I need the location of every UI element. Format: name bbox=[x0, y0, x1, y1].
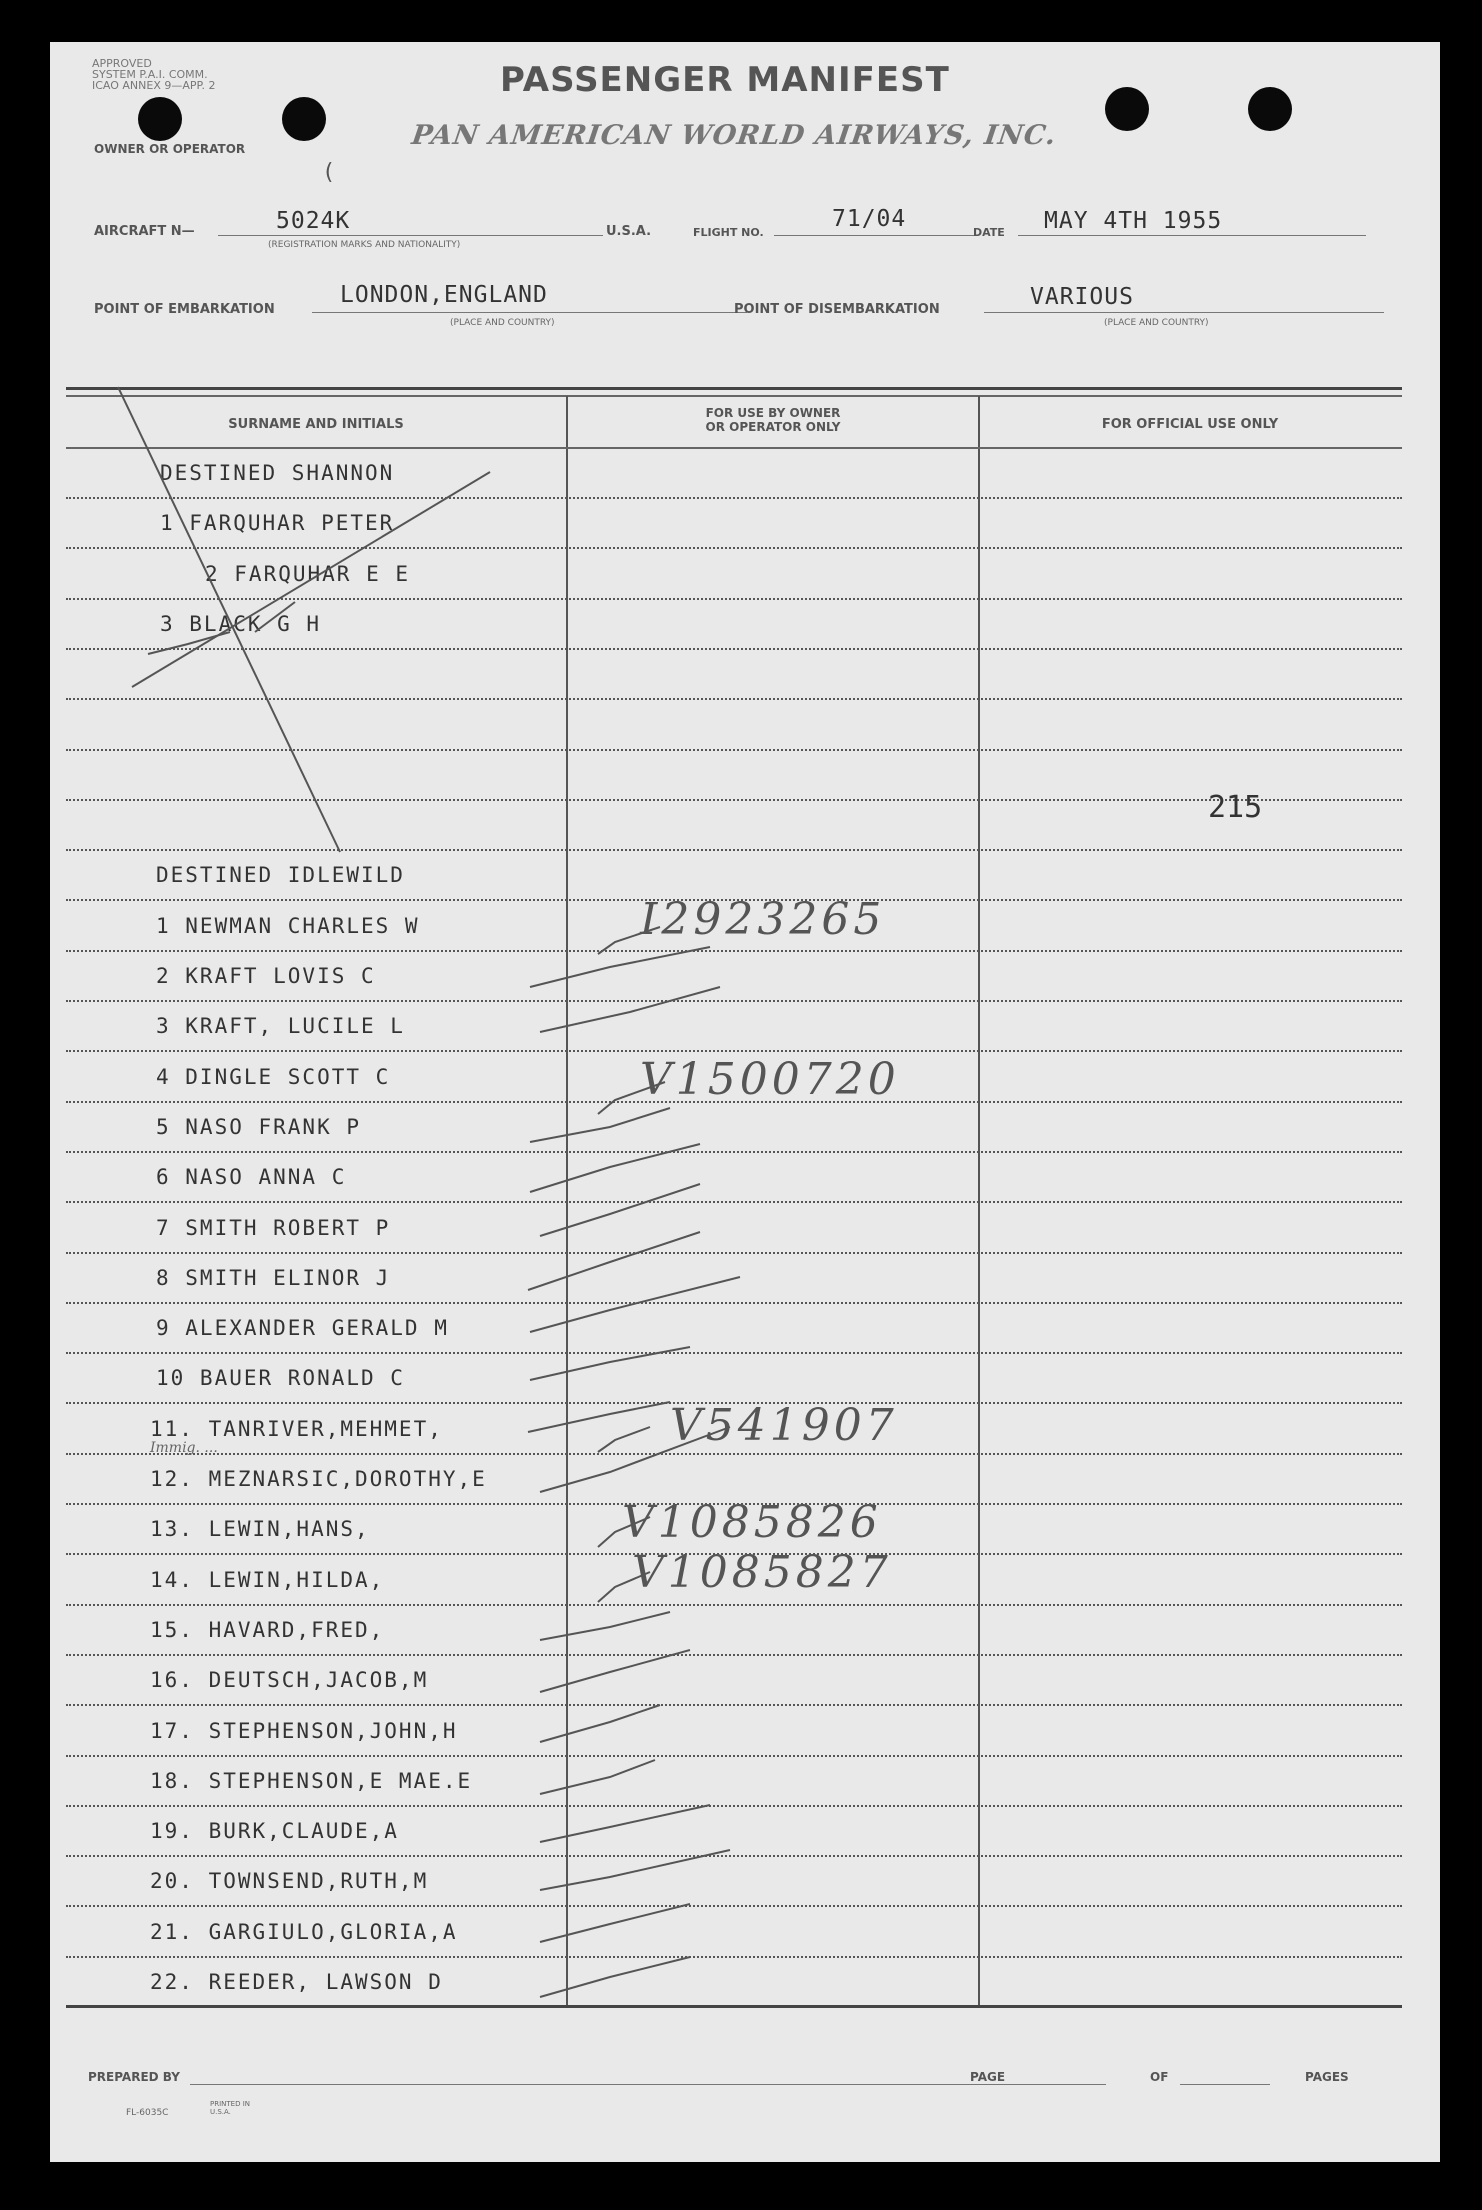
passenger-entry: DESTINED SHANNON bbox=[160, 461, 395, 485]
passenger-entry: 19. BURK,CLAUDE,A bbox=[150, 1819, 399, 1843]
passenger-entry: 5 NASO FRANK P bbox=[156, 1115, 362, 1139]
visa-number-lewin-hilda: V1085827 bbox=[632, 1547, 892, 1598]
disembarkation-value: VARIOUS bbox=[1030, 284, 1134, 310]
aircraft-label: AIRCRAFT N— bbox=[94, 224, 195, 239]
visa-number-tanriver: V541907 bbox=[670, 1400, 898, 1451]
registration-note: (REGISTRATION MARKS AND NATIONALITY) bbox=[268, 240, 461, 250]
company-name: PAN AMERICAN WORLD AIRWAYS, INC. bbox=[409, 120, 1059, 151]
owner-mark: ( bbox=[322, 160, 336, 185]
passenger-entry: 7 SMITH ROBERT P bbox=[156, 1216, 391, 1240]
page-label: PAGE bbox=[970, 2070, 1006, 2084]
prepared-by-label: PREPARED BY bbox=[88, 2070, 180, 2084]
date-label: DATE bbox=[973, 226, 1005, 239]
passenger-entry: 16. DEUTSCH,JACOB,M bbox=[150, 1668, 429, 1692]
visa-number-dingle: V1500720 bbox=[640, 1054, 900, 1105]
place-note-disembark: (PLACE AND COUNTRY) bbox=[1104, 318, 1209, 328]
flight-value: 71/04 bbox=[832, 206, 907, 232]
passenger-entry: 1 NEWMAN CHARLES W bbox=[156, 914, 420, 938]
owner-label: OWNER OR OPERATOR bbox=[94, 142, 246, 156]
passenger-entry: 17. STEPHENSON,JOHN,H bbox=[150, 1719, 458, 1743]
passenger-entry: 18. STEPHENSON,E MAE.E bbox=[150, 1769, 473, 1793]
flight-label: FLIGHT NO. bbox=[693, 226, 764, 239]
visa-number-newman: I2923265 bbox=[640, 894, 886, 945]
passenger-entry: 4 DINGLE SCOTT C bbox=[156, 1065, 391, 1089]
manifest-sheet bbox=[50, 42, 1440, 2162]
usa-label: U.S.A. bbox=[606, 224, 652, 239]
column-header-official-use: FOR OFFICIAL USE ONLY bbox=[1101, 417, 1279, 432]
disembarkation-label: POINT OF DISEMBARKATION bbox=[734, 302, 940, 317]
passenger-entry: 1 FARQUHAR PETER bbox=[160, 511, 395, 535]
passenger-entry: 13. LEWIN,HANS, bbox=[150, 1517, 370, 1541]
passenger-entry: 11. TANRIVER,MEHMET, bbox=[150, 1417, 443, 1441]
passenger-entry: 14. LEWIN,HILDA, bbox=[150, 1568, 385, 1592]
passenger-entry: 6 NASO ANNA C bbox=[156, 1165, 347, 1189]
passenger-entry: DESTINED IDLEWILD bbox=[156, 863, 405, 887]
embarkation-value: LONDON,ENGLAND bbox=[340, 282, 548, 308]
passenger-entry: 8 SMITH ELINOR J bbox=[156, 1266, 391, 1290]
form-number: FL-6035C bbox=[126, 2108, 169, 2118]
passenger-entry: 15. HAVARD,FRED, bbox=[150, 1618, 385, 1642]
passenger-entry: 2 FARQUHAR E E bbox=[205, 562, 411, 586]
pages-label: PAGES bbox=[1305, 2070, 1349, 2084]
column-header-owner-use: FOR USE BY OWNER OR OPERATOR ONLY bbox=[705, 406, 841, 434]
handwritten-page-number: 215 bbox=[1208, 790, 1263, 825]
passenger-entry: 2 KRAFT LOVIS C bbox=[156, 964, 376, 988]
passenger-entry: 3 KRAFT, LUCILE L bbox=[156, 1014, 405, 1038]
passenger-entry: 22. REEDER, LAWSON D bbox=[150, 1970, 443, 1994]
passenger-entry: 3 BLACK G H bbox=[160, 612, 322, 636]
date-value: MAY 4TH 1955 bbox=[1044, 208, 1223, 234]
passenger-entry: 12. MEZNARSIC,DOROTHY,E bbox=[150, 1467, 487, 1491]
passenger-entry: 21. GARGIULO,GLORIA,A bbox=[150, 1920, 458, 1944]
aircraft-value: 5024K bbox=[276, 208, 351, 234]
place-note-embark: (PLACE AND COUNTRY) bbox=[450, 318, 555, 328]
column-header-surname: SURNAME AND INITIALS bbox=[228, 417, 404, 432]
of-label: OF bbox=[1150, 2070, 1169, 2084]
immigration-note: Immig. ... bbox=[150, 1440, 218, 1456]
approval-stamp: APPROVED SYSTEM P.A.I. COMM. ICAO ANNEX 9—APP. 2 bbox=[92, 57, 216, 92]
passenger-entry: 10 BAUER RONALD C bbox=[156, 1366, 405, 1390]
passenger-entry: 20. TOWNSEND,RUTH,M bbox=[150, 1869, 429, 1893]
visa-number-lewin-hans: V1085826 bbox=[622, 1497, 882, 1548]
printed-in-usa: PRINTED IN U.S.A. bbox=[210, 2100, 251, 2116]
embarkation-label: POINT OF EMBARKATION bbox=[94, 302, 275, 317]
page-title: PASSENGER MANIFEST bbox=[500, 60, 950, 100]
handwritten-check-marks bbox=[50, 42, 1440, 2162]
passenger-entry: 9 ALEXANDER GERALD M bbox=[156, 1316, 449, 1340]
